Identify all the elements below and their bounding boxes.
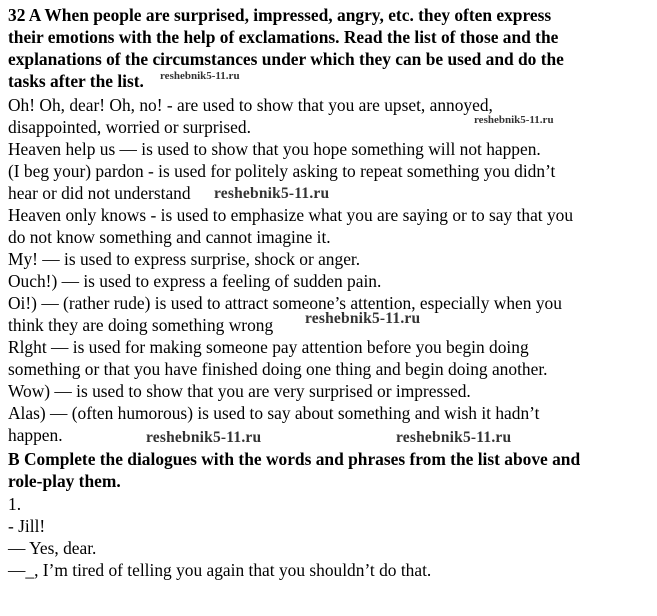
exclamation-pardon-line-1: (I beg your) pardon - is used for politely asking to repeat something you didn’t [8, 161, 556, 181]
watermark: reshebnik5-11.ru [160, 70, 240, 82]
exclamation-ouch: Ouch!) — is used to express a feeling of sudden pain. [8, 271, 382, 291]
section-a-heading-line-3: explanations of the circumstances under which they can be used and do the [8, 49, 564, 69]
exclamation-alas-line-2: happen. [8, 425, 63, 445]
dialogue-line-3: —_, I’m tired of telling you again that you shouldn’t do that. [8, 560, 432, 580]
section-a-heading-line-2: their emotions with the help of exclamations. Read the list of those and the [8, 27, 559, 47]
exclamation-right-line-1: Rlght — is used for making someone pay attention before you begin doing [8, 337, 529, 357]
exclamation-my: My! — is used to express surprise, shock or anger. [8, 249, 361, 269]
exclamation-oh-line-1: Oh! Oh, dear! Oh, no! - are used to show that you are upset, annoyed, [8, 95, 493, 115]
watermark: reshebnik5-11.ru [305, 310, 421, 327]
dialogue-line-2: — Yes, dear. [8, 538, 97, 558]
exclamation-wow: Wow) — is used to show that you are very surprised or impressed. [8, 381, 471, 401]
section-b-heading-line-1: B Complete the dialogues with the words and phrases from the list above and [8, 449, 581, 469]
exclamation-heaven-knows-line-2: do not know something and cannot imagine it. [8, 227, 331, 247]
dialogue-line-1: - Jill! [8, 516, 46, 536]
exclamation-oi-line-1: Oi!) — (rather rude) is used to attract someone’s attention, especially when you [8, 293, 562, 313]
watermark: reshebnik5-11.ru [146, 429, 262, 446]
section-a-heading-line-1: 32 A When people are surprised, impressed, angry, etc. they often express [8, 5, 552, 25]
exclamation-alas-line-1: Alas) — (often humorous) is used to say about something and wish it hadn’t [8, 403, 540, 423]
exclamation-heaven-help-us: Heaven help us — is used to show that you hope something will not happen. [8, 139, 541, 159]
exclamation-oh-line-2: disappointed, worried or surprised. [8, 117, 251, 137]
section-a-heading-line-4: tasks after the list. [8, 71, 144, 91]
exclamation-heaven-knows-line-1: Heaven only knows - is used to emphasize what you are saying or to say that you [8, 205, 574, 225]
exclamation-right-line-2: something or that you have finished doing one thing and begin doing another. [8, 359, 548, 379]
exclamation-pardon-line-2: hear or did not understand [8, 183, 191, 203]
section-b-heading-line-2: role-play them. [8, 471, 121, 491]
watermark: reshebnik5-11.ru [474, 114, 554, 126]
dialogue-number: 1. [8, 494, 22, 514]
watermark: reshebnik5-11.ru [214, 185, 330, 202]
watermark: reshebnik5-11.ru [396, 429, 512, 446]
exclamation-oi-line-2: think they are doing something wrong [8, 315, 274, 335]
